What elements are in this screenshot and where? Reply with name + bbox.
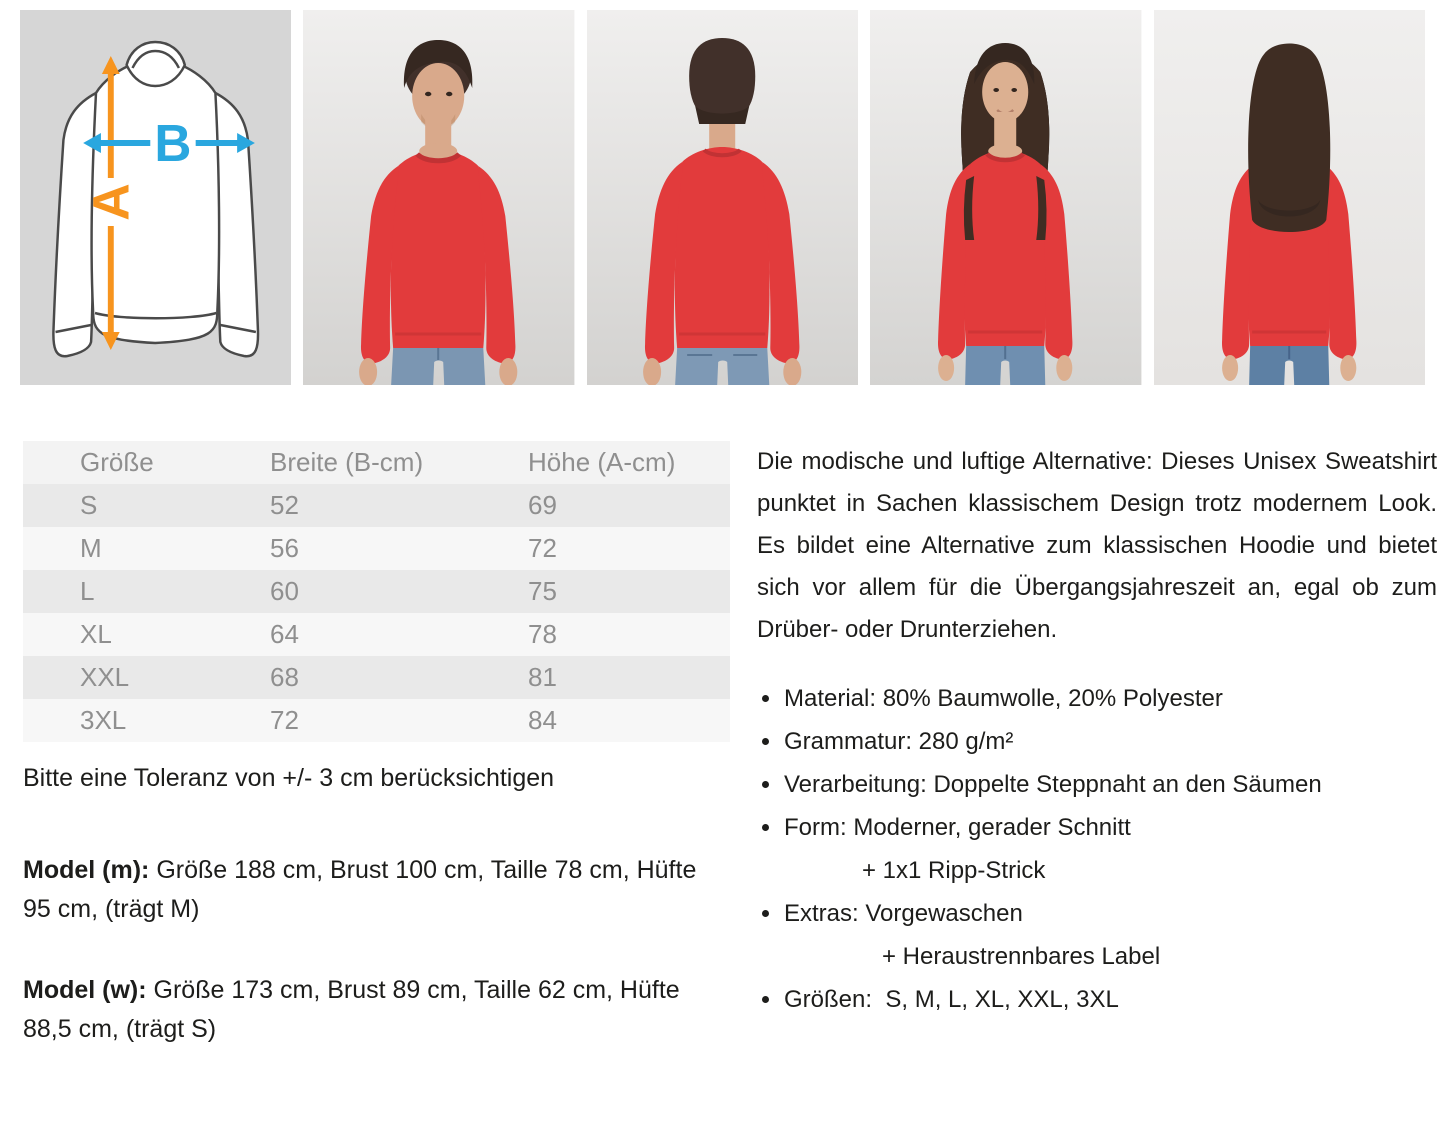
- bullet-icon: [762, 996, 769, 1003]
- breite-cell: 56: [270, 533, 299, 563]
- hoehe-cell: 78: [528, 619, 557, 649]
- tolerance-note: Bitte eine Toleranz von +/- 3 cm berücksichtigen: [23, 764, 555, 792]
- woman-back-photo: [1154, 10, 1425, 385]
- width-label: B: [154, 113, 192, 173]
- feature-item-groessen: [757, 978, 1437, 1021]
- feature-item-extras: [757, 892, 1437, 978]
- product-description-paragraph: Die modische und luftige Alternative: Dieses Unisex Sweatshirt punktet in Sachen klassischem Design trotz modernem Look. Es bildet eine Alternative zum klassischen Hoodie und bietet sich vor allem für die Übergangsjahreszeit an, egal ob zum Drüber- oder Drunterziehen.: [757, 448, 1437, 643]
- table-row: [23, 527, 730, 570]
- hoehe-cell: 75: [528, 576, 557, 606]
- product-image-strip: [0, 0, 1445, 385]
- photo-man-front[interactable]: [303, 10, 574, 385]
- breite-cell: 72: [270, 705, 299, 735]
- feature-subitem: + Heraustrennbares Label: [882, 943, 1161, 970]
- feature-subitem: + 1x1 Ripp-Strick: [862, 857, 1046, 884]
- woman-front-photo: [870, 10, 1141, 385]
- model-m-details: Größe 188 cm, Brust 100 cm, Taille 78 cm, Hüfte 95 cm, (trägt M): [23, 856, 697, 923]
- column-header-groesse: Größe: [80, 447, 154, 477]
- description-column: [757, 441, 1437, 1049]
- feature-item-form: [757, 806, 1437, 892]
- size-cell: L: [80, 576, 95, 606]
- man-front-photo: [303, 10, 574, 385]
- model-m-label: Model (m):: [23, 856, 150, 884]
- breite-cell: 64: [270, 619, 299, 649]
- breite-cell: 60: [270, 576, 299, 606]
- table-row: [23, 699, 730, 742]
- size-cell: M: [80, 533, 102, 563]
- bullet-icon: [762, 824, 769, 831]
- feature-text: Verarbeitung: Doppelte Steppnaht an den Säumen: [784, 771, 1322, 798]
- model-w-details: Größe 173 cm, Brust 89 cm, Taille 62 cm, Hüfte 88,5 cm, (trägt S): [23, 976, 680, 1043]
- table-row: [23, 656, 730, 699]
- size-cell: XXL: [80, 662, 130, 692]
- size-cell: XL: [80, 619, 112, 649]
- photo-woman-front[interactable]: [870, 10, 1141, 385]
- size-chart-header-row: [23, 441, 730, 484]
- model-m-info: [23, 851, 718, 929]
- bullet-icon: [762, 695, 769, 702]
- hoehe-cell: 72: [528, 533, 557, 563]
- size-cell: S: [80, 490, 98, 520]
- hoehe-cell: 81: [528, 662, 557, 692]
- feature-text: Extras: Vorgewaschen: [784, 900, 1023, 927]
- photo-man-back[interactable]: [587, 10, 858, 385]
- product-features-list: [757, 677, 1437, 1021]
- model-w-label: Model (w):: [23, 976, 147, 1004]
- size-cell: 3XL: [80, 705, 127, 735]
- hoehe-cell: 69: [528, 490, 557, 520]
- breite-cell: 68: [270, 662, 299, 692]
- feature-item-material: [757, 677, 1437, 720]
- size-diagram-image[interactable]: [20, 10, 291, 385]
- breite-cell: 52: [270, 490, 299, 520]
- table-row: [23, 613, 730, 656]
- size-chart-column: [23, 441, 730, 1049]
- bullet-icon: [762, 738, 769, 745]
- table-row: [23, 484, 730, 527]
- feature-text: Material: 80% Baumwolle, 20% Polyester: [784, 685, 1223, 712]
- feature-text: Grammatur: 280 g/m²: [784, 728, 1014, 755]
- feature-text: Größen: S, M, L, XL, XXL, 3XL: [784, 986, 1119, 1013]
- feature-text: Form: Moderner, gerader Schnitt: [784, 814, 1131, 841]
- sweatshirt-outline-diagram: [20, 10, 291, 385]
- hoehe-cell: 84: [528, 705, 557, 735]
- bullet-icon: [762, 910, 769, 917]
- product-details-section: [0, 385, 1445, 1049]
- photo-woman-back[interactable]: [1154, 10, 1425, 385]
- height-label: A: [81, 183, 140, 221]
- column-header-hoehe: Höhe (A-cm): [528, 447, 676, 477]
- feature-item-verarbeitung: [757, 763, 1437, 806]
- table-row: [23, 570, 730, 613]
- feature-item-grammatur: [757, 720, 1437, 763]
- column-header-breite: Breite (B-cm): [270, 447, 424, 477]
- bullet-icon: [762, 781, 769, 788]
- model-w-info: [23, 971, 718, 1049]
- man-back-photo: [587, 10, 858, 385]
- size-chart-table: [23, 441, 730, 742]
